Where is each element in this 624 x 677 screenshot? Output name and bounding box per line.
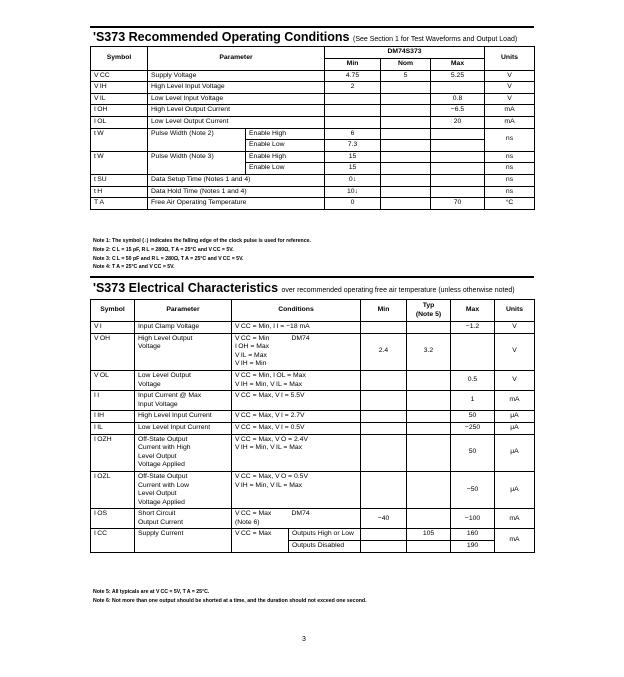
rec-header-nom: Nom (381, 59, 431, 71)
table-row (91, 70, 535, 82)
sub-parameter-cell: Enable Low (246, 140, 325, 152)
max-cell: −1.2 (451, 322, 495, 334)
elec-header-parameter: Parameter (135, 300, 232, 322)
rec-notes (93, 237, 311, 272)
max-cell: −50 (451, 471, 495, 508)
nom-cell (381, 116, 431, 128)
symbol-cell: t SU (91, 174, 148, 186)
elec-notes (93, 588, 367, 606)
conditions-cell: V CC = Max (232, 529, 289, 552)
typ-cell (407, 422, 451, 434)
parameter-cell: Supply Voltage (148, 70, 325, 82)
min-cell (361, 322, 407, 334)
max-cell: −100 (451, 509, 495, 529)
nom-cell (381, 105, 431, 117)
symbol-cell: V CC (91, 70, 148, 82)
device-cell: DM74 (289, 333, 361, 370)
icc-rows (91, 529, 535, 552)
parameter-cell: Low Level Output Voltage (135, 370, 232, 390)
units-cell: V (495, 333, 535, 370)
units-cell: V (495, 370, 535, 390)
parameter-cell: Input Clamp Voltage (135, 322, 232, 334)
sub-condition-cell: Outputs Disabled (289, 541, 361, 553)
parameter-cell: Pulse Width (Note 3) (148, 151, 246, 174)
max-cell: 50 (451, 411, 495, 423)
parameter-cell: High Level Input Voltage (148, 82, 325, 94)
symbol-cell: I OZH (91, 434, 135, 471)
rec-table (90, 46, 535, 210)
symbol-cell: I OH (91, 105, 148, 117)
conditions-cell: V CC = Min I OH = Max V IL = Max V IH = Min (232, 333, 289, 370)
symbol-cell: I IL (91, 422, 135, 434)
max-cell (451, 333, 495, 370)
nom-cell (381, 174, 431, 186)
elec-table-body (91, 322, 535, 529)
typ-cell: 3.2 (407, 333, 451, 370)
units-cell: μA (495, 471, 535, 508)
max-cell (431, 174, 485, 186)
conditions-cell: V CC = Max, V O = 2.4V V IH = Min, V IL = Max (232, 434, 361, 471)
table-row (91, 322, 535, 334)
units-cell: ns (485, 174, 535, 186)
elec-header-max: Max (451, 300, 495, 322)
nom-cell (381, 186, 431, 198)
parameter-cell: High Level Input Current (135, 411, 232, 423)
parameter-cell: Data Hold Time (Notes 1 and 4) (148, 186, 325, 198)
parameter-cell: Input Current @ Max Input Voltage (135, 391, 232, 411)
max-cell: 0.5 (451, 370, 495, 390)
note-6: Note 6: Not more than one output should be shorted at a time, and the duration should not exceed one second. (93, 597, 367, 604)
min-cell (325, 105, 381, 117)
max-cell: −6.5 (431, 105, 485, 117)
units-cell: V (485, 70, 535, 82)
elec-subtitle: over recommended operating free air temperature (unless otherwise noted) (281, 287, 515, 294)
min-cell: −40 (361, 509, 407, 529)
units-cell: mA (485, 105, 535, 117)
typ-cell (407, 322, 451, 334)
section-rule (90, 276, 534, 278)
min-cell (361, 422, 407, 434)
rec-header-part: DM74S373 (325, 47, 485, 59)
min-cell: 15 (325, 163, 381, 175)
table-row (91, 434, 535, 471)
min-cell: 6 (325, 128, 381, 140)
table-row (91, 105, 535, 117)
table-row (91, 128, 535, 140)
nom-cell (381, 198, 431, 210)
max-cell: −250 (451, 422, 495, 434)
max-cell (431, 186, 485, 198)
symbol-cell: I IH (91, 411, 135, 423)
max-cell: 5.25 (431, 70, 485, 82)
max-cell: 0.8 (431, 93, 485, 105)
elec-title: 'S373 Electrical Characteristics over recommended operating free air temperature (unless otherwise noted) (93, 281, 515, 295)
min-cell (325, 93, 381, 105)
symbol-cell: V OL (91, 370, 135, 390)
conditions-cell: V CC = Max, V O = 0.5V V IH = Min, V IL = Max (232, 471, 361, 508)
parameter-cell: Pulse Width (Note 2) (148, 128, 246, 151)
elec-header-symbol: Symbol (91, 300, 135, 322)
table-row (91, 198, 535, 210)
rec-header-max: Max (431, 59, 485, 71)
typ-cell (407, 391, 451, 411)
symbol-cell: I OZL (91, 471, 135, 508)
min-cell: 4.75 (325, 70, 381, 82)
note-5: Note 5: All typicals are at V CC = 5V, T A = 25°C. (93, 589, 210, 595)
units-cell: μA (495, 434, 535, 471)
parameter-cell: High Level Output Current (148, 105, 325, 117)
parameter-cell: Low Level Input Current (135, 422, 232, 434)
parameter-cell: Low Level Input Voltage (148, 93, 325, 105)
min-cell: 0 (325, 198, 381, 210)
symbol-cell: V OH (91, 333, 135, 370)
conditions-cell: V CC = Min, I I = −18 mA (232, 322, 361, 334)
units-cell: ns (485, 128, 535, 151)
min-cell: 7.3 (325, 140, 381, 152)
symbol-cell: I I (91, 391, 135, 411)
nom-cell (381, 82, 431, 94)
typ-cell (407, 471, 451, 508)
elec-header-units: Units (495, 300, 535, 322)
parameter-cell: Off-State Output Current with High Level Output Voltage Applied (135, 434, 232, 471)
typ-cell: 105 (407, 529, 451, 541)
symbol-cell: t W (91, 151, 148, 174)
units-cell: V (495, 322, 535, 334)
elec-header-typ: Typ (Note 5) (407, 300, 451, 322)
table-row (91, 411, 535, 423)
nom-cell (381, 93, 431, 105)
min-cell (361, 471, 407, 508)
rec-header-units: Units (485, 47, 535, 71)
table-row (91, 509, 535, 529)
parameter-cell: Data Setup Time (Notes 1 and 4) (148, 174, 325, 186)
units-cell: ns (485, 186, 535, 198)
table-row (91, 422, 535, 434)
nom-cell: 5 (381, 70, 431, 82)
conditions-cell: V CC = Min, I OL = Max V IH = Min, V IL = Max (232, 370, 361, 390)
min-cell (361, 434, 407, 471)
units-cell: mA (495, 509, 535, 529)
typ-cell (407, 370, 451, 390)
note-2: Note 2: C L = 15 pF, R L = 280Ω, T A = 25°C and V CC = 5V. (93, 246, 234, 253)
units-cell: °C (485, 198, 535, 210)
max-cell: 1 (451, 391, 495, 411)
device-cell: DM74 (289, 509, 361, 529)
note-3: Note 3: C L = 50 pF and R L = 280Ω, T A = 25°C and V CC = 5V. (93, 255, 244, 262)
symbol-cell: t W (91, 128, 148, 151)
sub-parameter-cell: Enable High (246, 128, 325, 140)
section-rule (90, 26, 534, 28)
page-number: 3 (302, 636, 306, 643)
elec-header-min: Min (361, 300, 407, 322)
sub-parameter-cell: Enable High (246, 151, 325, 163)
table-row (91, 391, 535, 411)
units-cell: mA (495, 391, 535, 411)
min-cell: 2 (325, 82, 381, 94)
note-1: Note 1: The symbol (↓) indicates the falling edge of the clock pulse is used for reference. (93, 238, 311, 244)
symbol-cell: I OL (91, 116, 148, 128)
table-row (91, 370, 535, 390)
max-cell: 50 (451, 434, 495, 471)
parameter-cell: Off-State Output Current with Low Level Output Voltage Applied (135, 471, 232, 508)
max-cell: 190 (451, 541, 495, 553)
units-cell: ns (485, 151, 535, 163)
conditions-cell: V CC = Max, V I = 0.5V (232, 422, 361, 434)
units-cell: mA (495, 529, 535, 552)
units-cell: μA (495, 411, 535, 423)
min-cell (361, 411, 407, 423)
elec-header-conditions: Conditions (232, 300, 361, 322)
table-row (91, 333, 535, 370)
symbol-cell: V I (91, 322, 135, 334)
rec-title: 'S373 Recommended Operating Conditions (See Section 1 for Test Waveforms and Output Load) (93, 30, 518, 44)
min-cell: 2.4 (361, 333, 407, 370)
table-row (91, 174, 535, 186)
symbol-cell: I CC (91, 529, 135, 552)
min-cell (361, 391, 407, 411)
min-cell: 15 (325, 151, 381, 163)
rec-header-min: Min (325, 59, 381, 71)
rec-subtitle: (See Section 1 for Test Waveforms and Output Load) (352, 36, 518, 43)
max-cell (431, 82, 485, 94)
max-cell: 70 (431, 198, 485, 210)
symbol-cell: I OS (91, 509, 135, 529)
typ-cell (407, 509, 451, 529)
max-cell: 20 (431, 116, 485, 128)
parameter-cell: High Level Output Voltage (135, 333, 232, 370)
note-4: Note 4: T A = 25°C and V CC = 5V. (93, 264, 175, 271)
conditions-cell: V CC = Max, V I = 5.5V (232, 391, 361, 411)
min-cell (325, 116, 381, 128)
table-row (91, 82, 535, 94)
conditions-cell: V CC = Max (Note 6) (232, 509, 289, 529)
min-cell: 0↓ (325, 174, 381, 186)
parameter-cell: Free Air Operating Temperature (148, 198, 325, 210)
conditions-cell: V CC = Max, V I = 2.7V (232, 411, 361, 423)
symbol-cell: V IH (91, 82, 148, 94)
parameter-cell: Supply Current (135, 529, 232, 552)
max-cell: 160 (451, 529, 495, 541)
table-row (91, 116, 535, 128)
sub-parameter-cell: Enable Low (246, 163, 325, 175)
symbol-cell: t H (91, 186, 148, 198)
table-row (91, 93, 535, 105)
sub-condition-cell: Outputs High or Low (289, 529, 361, 541)
units-cell: V (485, 82, 535, 94)
parameter-cell: Short Circuit Output Current (135, 509, 232, 529)
typ-cell (407, 411, 451, 423)
units-cell: μA (495, 422, 535, 434)
min-cell: 10↓ (325, 186, 381, 198)
units-cell: V (485, 93, 535, 105)
symbol-cell: T A (91, 198, 148, 210)
rec-header-parameter: Parameter (148, 47, 325, 71)
rec-header-symbol: Symbol (91, 47, 148, 71)
min-cell (361, 370, 407, 390)
typ-cell (407, 434, 451, 471)
table-row (91, 186, 535, 198)
units-cell: ns (485, 163, 535, 175)
table-row (91, 151, 535, 163)
parameter-cell: Low Level Output Current (148, 116, 325, 128)
elec-table (90, 299, 535, 553)
units-cell: mA (485, 116, 535, 128)
table-row (91, 471, 535, 508)
table-row (91, 529, 535, 541)
symbol-cell: V IL (91, 93, 148, 105)
